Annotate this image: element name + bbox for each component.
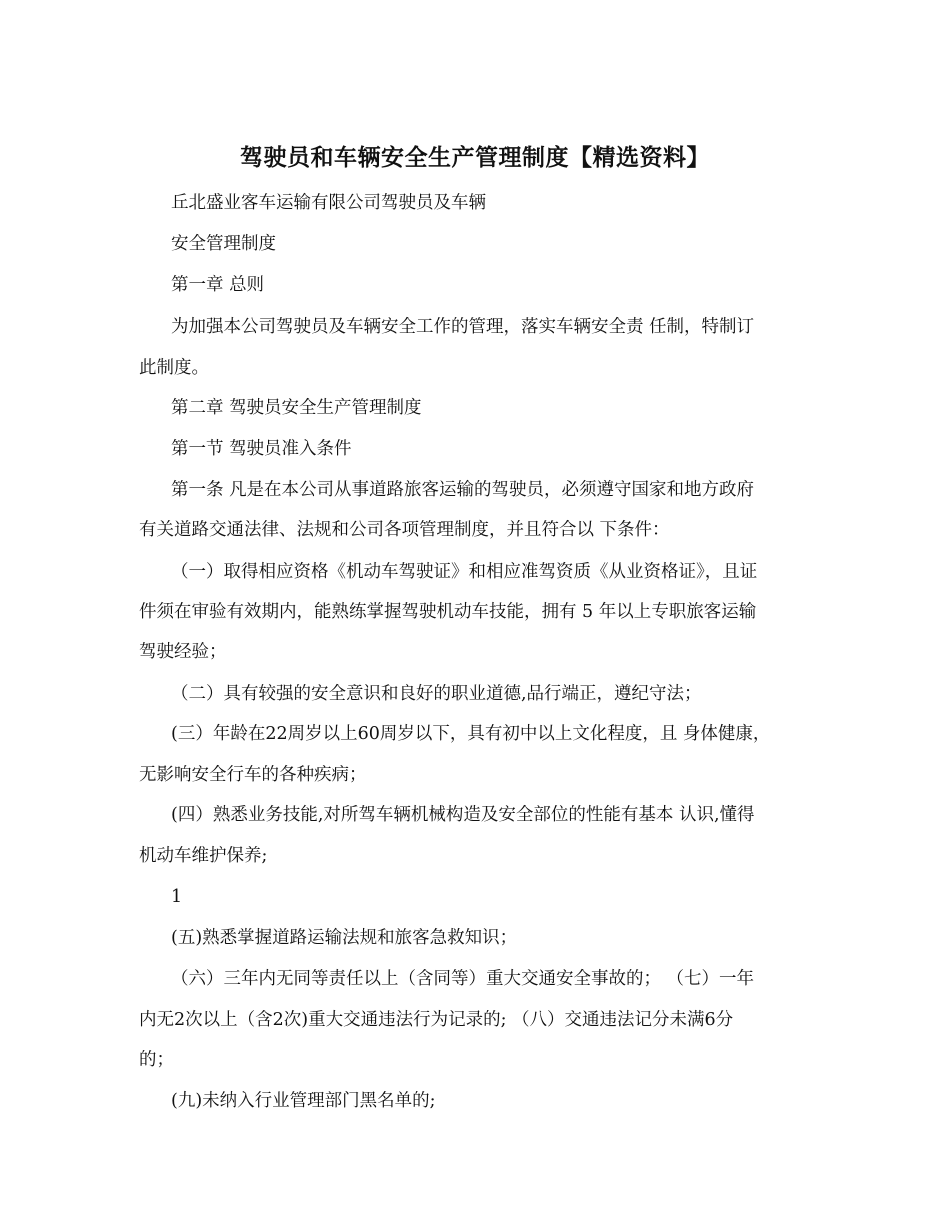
paragraph-line: （六）三年内无同等责任以上（含同等）重大交通安全事故的； （七）一年 <box>171 969 755 989</box>
paragraph-line: 此制度。 <box>139 358 209 378</box>
paragraph-line: 驾驶经验； <box>139 642 227 662</box>
paragraph-line: （一）取得相应资格《机动车驾驶证》和相应准驾资质《从业资格证》，且证 <box>171 562 758 582</box>
section-1-heading: 第一节 驾驶员准入条件 <box>171 439 352 459</box>
paragraph-line: 机动车维护保养; <box>139 846 268 866</box>
paragraph-line: （二）具有较强的安全意识和良好的职业道德,品行端正，遵纪守法； <box>171 684 702 704</box>
paragraph-line: 无影响安全行车的各种疾病； <box>139 765 367 785</box>
chapter-2-heading: 第二章 驾驶员安全生产管理制度 <box>171 398 422 418</box>
company-line: 丘北盛业客车运输有限公司驾驶员及车辆 <box>171 193 486 213</box>
paragraph-line: 件须在审验有效期内，能熟练掌握驾驶机动车技能，拥有 5 年以上专职旅客运输 <box>139 602 757 622</box>
paragraph-line: 的； <box>139 1050 174 1070</box>
paragraph-line: 内无2次以上（含2次)重大交通违法行为记录的; （八）交通违法记分未满6分 <box>139 1010 734 1030</box>
paragraph-line: (九)未纳入行业管理部门黑名单的; <box>171 1091 436 1111</box>
paragraph-line: 为加强本公司驾驶员及车辆安全工作的管理，落实车辆安全责 任制，特制订 <box>171 317 755 337</box>
paragraph-line: 有关道路交通法律、法规和公司各项管理制度，并且符合以 下条件： <box>139 520 670 540</box>
subtitle-line: 安全管理制度 <box>171 234 276 254</box>
paragraph-line: (五)熟悉掌握道路运输法规和旅客急救知识； <box>171 928 518 948</box>
chapter-1-heading: 第一章 总则 <box>171 275 265 295</box>
paragraph-line: (四）熟悉业务技能,对所驾车辆机械构造及安全部位的性能有基本 认识,懂得 <box>171 805 755 825</box>
paragraph-line: 第一条 凡是在本公司从事道路旅客运输的驾驶员，必须遵守国家和地方政府 <box>171 480 755 500</box>
document-title: 驾驶员和车辆安全生产管理制度【精选资料】 <box>240 144 710 171</box>
page-number: 1 <box>171 887 183 907</box>
paragraph-line: (三）年龄在22周岁以上60周岁以下，具有初中以上文化程度，且 身体健康， <box>171 724 771 744</box>
